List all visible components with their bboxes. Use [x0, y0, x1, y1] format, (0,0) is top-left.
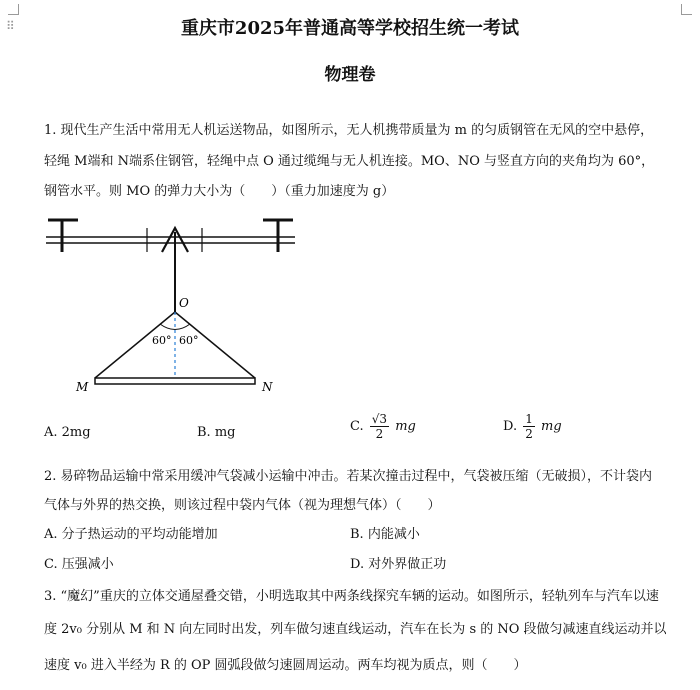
fraction-numerator: 1 — [525, 412, 533, 426]
drag-handle-icon[interactable]: ⠿ — [6, 19, 14, 33]
angle-label-left: 60° — [152, 334, 172, 347]
q1-option-c[interactable] — [350, 412, 416, 441]
q2-option-b[interactable]: B. 内能减小 — [350, 527, 420, 542]
q3-line-3: 速度 v₀ 进入半经为 R 的 OP 圆弧段做匀速圆周运动。两车均视为质点，则（ ） — [44, 658, 527, 673]
q1-line-2: 轻绳 M端和 N端系住钢管，轻绳中点 O 通过缆绳与无人机连接。MO、NO 与竖直方向的夹角均为 60°， — [44, 154, 655, 169]
page-subtitle: 物理卷 — [324, 65, 376, 85]
q2-line-1: 2. 易碎物品运输中常采用缓冲气袋减小运输中冲击。若某次撞击过程中，气袋被压缩（无破损），不计袋内 — [44, 469, 653, 484]
q2-option-d[interactable]: D. 对外界做正功 — [350, 557, 447, 572]
label-n: N — [262, 380, 273, 394]
q3-line-2: 度 2v₀ 分别从 M 和 N 向左同时出发，列车做匀速直线运动，汽车在长为 s 的 NO 段做匀减速直线运动并以 — [44, 622, 667, 637]
fraction — [370, 412, 389, 441]
angle-label-right: 60° — [179, 334, 199, 347]
q1-option-c-prefix: C. — [350, 419, 364, 434]
steel-pipe — [95, 378, 255, 384]
q1-option-d-prefix: D. — [503, 419, 518, 434]
q2-option-c[interactable]: C. 压强减小 — [44, 557, 114, 572]
fraction-numerator: √3 — [371, 412, 388, 426]
q1-option-c-suffix: mg — [395, 419, 416, 434]
q1-option-b[interactable]: B. mg — [197, 425, 236, 440]
q1-option-d-suffix: mg — [541, 419, 562, 434]
q2-option-a[interactable]: A. 分子热运动的平均动能增加 — [44, 527, 218, 542]
q1-line-3: 钢管水平。则 MO 的弹力大小为（ ）（重力加速度为 g） — [44, 184, 395, 199]
q3-line-1: 3. “魔幻”重庆的立体交通屋叠交错，小明选取其中两条线探究车辆的运动。如图所示，轻轨列车与汽车以速 — [44, 589, 659, 604]
q1-option-d[interactable] — [503, 412, 562, 441]
fraction-denominator: 2 — [525, 427, 533, 441]
q1-option-a[interactable]: A. 2mg — [44, 425, 91, 440]
page-title: 重庆市2025年普通高等学校招生统一考试 — [180, 18, 520, 39]
label-o: O — [179, 296, 189, 310]
label-m: M — [76, 380, 89, 394]
q1-figure — [40, 210, 310, 400]
fraction-denominator: 2 — [375, 427, 384, 441]
q2-line-2: 气体与外界的热交换，则该过程中袋内气体（视为理想气体）（ ） — [44, 498, 441, 513]
q1-line-1: 1. 现代生产生活中常用无人机运送物品，如图所示，无人机携带质量为 m 的匀质钢管在无风的空中悬停， — [44, 123, 654, 138]
fraction — [523, 412, 535, 441]
